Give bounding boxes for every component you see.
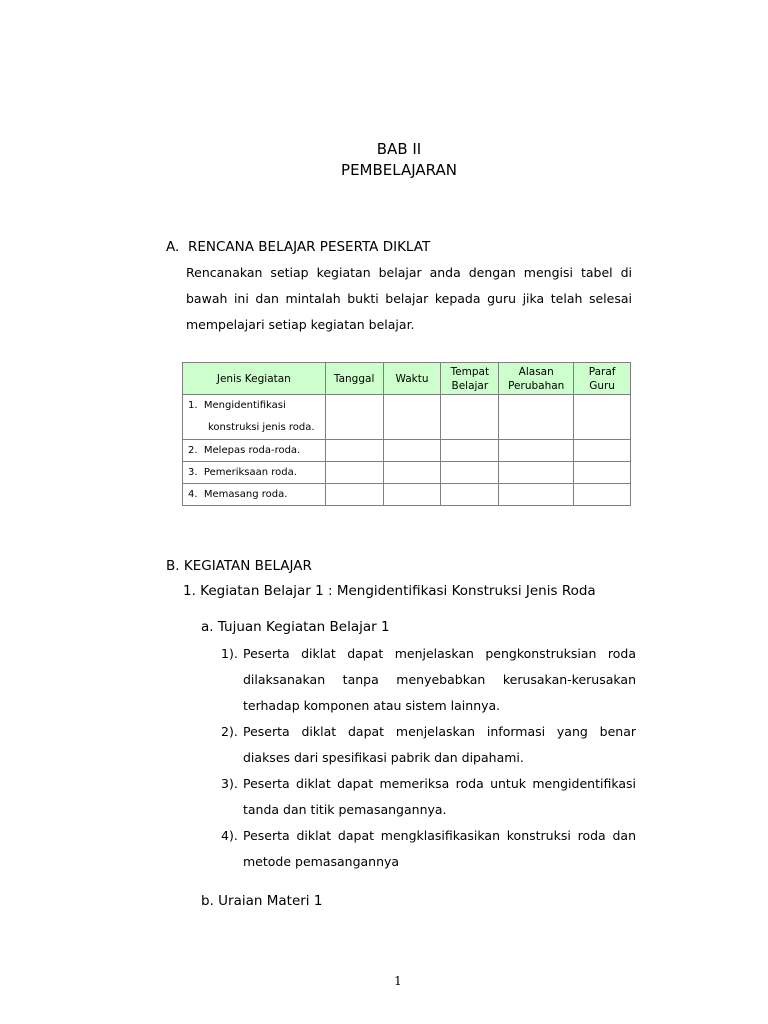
table-row bbox=[183, 462, 631, 484]
material-heading: b. Uraian Materi 1 bbox=[201, 893, 323, 909]
activity-cell: 4. Memasang roda. bbox=[183, 484, 326, 506]
activity-cell: 2. Melepas roda-roda. bbox=[183, 440, 326, 462]
activity-title: 1. Kegiatan Belajar 1 : Mengidentifikasi Konstruksi Jenis Roda bbox=[183, 583, 596, 599]
signature-cell[interactable] bbox=[574, 395, 631, 440]
place-cell[interactable] bbox=[441, 440, 499, 462]
objectives-heading: a. Tujuan Kegiatan Belajar 1 bbox=[201, 619, 390, 635]
date-cell[interactable] bbox=[325, 395, 383, 440]
header-waktu: Waktu bbox=[383, 363, 441, 395]
chapter-label: BAB II bbox=[376, 140, 422, 158]
place-cell[interactable] bbox=[441, 484, 499, 506]
table-header-row bbox=[183, 363, 631, 395]
signature-cell[interactable] bbox=[574, 440, 631, 462]
objectives-list: 1). Peserta diklat dapat menjelaskan pengkonstruksian roda dilaksanakan tanpa menyebabkan kerusakan-kerusakan terhadap komponen atau sistem lainnya. 2). Peserta diklat dapat menjelaskan informasi yang benar diakses dari spesifikasi pabrik dan dipahami. 3). Peserta diklat dapat memeriksa roda untuk mengidentifikasi tanda dan titik pemasangannya. 4). Peserta diklat dapat mengklasifikasikan konstruksi roda dan metode pemasangannya bbox=[221, 646, 636, 869]
header-tanggal: Tanggal bbox=[325, 363, 383, 395]
date-cell[interactable] bbox=[325, 440, 383, 462]
header-paraf-guru: Paraf Guru bbox=[574, 363, 631, 395]
header-tempat-belajar: Tempat Belajar bbox=[441, 363, 499, 395]
place-cell[interactable] bbox=[441, 462, 499, 484]
time-cell[interactable] bbox=[383, 484, 441, 506]
section-a-marker: A. bbox=[166, 239, 180, 255]
study-plan-table bbox=[182, 362, 631, 506]
table-row bbox=[183, 395, 631, 440]
signature-cell[interactable] bbox=[574, 462, 631, 484]
paragraph-line: mempelajari setiap kegiatan belajar. bbox=[186, 317, 415, 332]
activity-cell: 3. Pemeriksaan roda. bbox=[183, 462, 326, 484]
paragraph-line: Rencanakan setiap kegiatan belajar anda dengan mengisi tabel di bbox=[186, 265, 632, 280]
activity-cell: 1. Mengidentifikasi konstruksi jenis roda. bbox=[183, 395, 326, 440]
time-cell[interactable] bbox=[383, 440, 441, 462]
page-number: 1 bbox=[394, 974, 402, 988]
reason-cell[interactable] bbox=[499, 395, 574, 440]
reason-cell[interactable] bbox=[499, 484, 574, 506]
reason-cell[interactable] bbox=[499, 440, 574, 462]
header-jenis-kegiatan: Jenis Kegiatan bbox=[183, 363, 326, 395]
section-b-heading: B. KEGIATAN BELAJAR bbox=[166, 558, 312, 574]
section-a-heading: RENCANA BELAJAR PESERTA DIKLAT bbox=[188, 239, 431, 255]
chapter-title: PEMBELAJARAN bbox=[341, 161, 457, 179]
signature-cell[interactable] bbox=[574, 484, 631, 506]
time-cell[interactable] bbox=[383, 395, 441, 440]
reason-cell[interactable] bbox=[499, 462, 574, 484]
header-alasan-perubahan: Alasan Perubahan bbox=[499, 363, 574, 395]
date-cell[interactable] bbox=[325, 484, 383, 506]
place-cell[interactable] bbox=[441, 395, 499, 440]
time-cell[interactable] bbox=[383, 462, 441, 484]
paragraph-line: bawah ini dan mintalah bukti belajar kepada guru jika telah selesai bbox=[186, 291, 632, 306]
table-row bbox=[183, 440, 631, 462]
section-a-paragraph bbox=[186, 260, 632, 338]
table-row bbox=[183, 484, 631, 506]
date-cell[interactable] bbox=[325, 462, 383, 484]
